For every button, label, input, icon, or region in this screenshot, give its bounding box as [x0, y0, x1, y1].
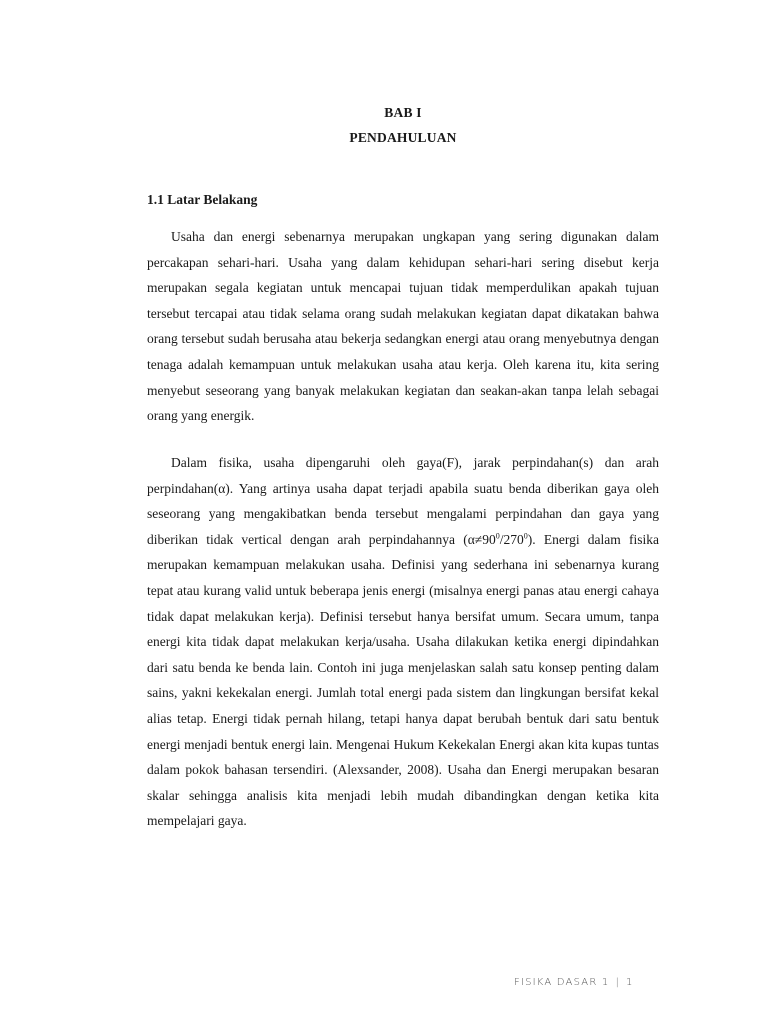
degree-superscript-2: 0: [523, 531, 528, 541]
chapter-number: BAB I: [384, 105, 422, 120]
page-footer: [514, 977, 634, 988]
footer-page-number: 1: [626, 977, 634, 988]
paragraph-2: [147, 450, 659, 834]
chapter-title: PENDAHULUAN: [349, 130, 457, 145]
section-heading: 1.1 Latar Belakang: [147, 192, 258, 207]
degree-superscript-1: 0: [495, 531, 500, 541]
paragraph-1: [147, 224, 659, 429]
paragraph-2-text-c: ). Energi dalam fisika merupakan kemampuan melakukan usaha. Definisi yang sederhana ini sebenarnya kurang tepat atau kurang valid untuk beberapa jenis energi (misalnya energi panas atau energi cahaya tidak dapat melakukan kerja). Definisi tersebut hanya bersifat umum. Secara umum, tanpa energi kita tidak dapat melakukan kerja/usaha. Usaha dilakukan ketika energi dipindahkan dari satu benda ke benda lain. Contoh ini juga menjelaskan salah satu konsep penting dalam sains, yakni kekekalan energi. Jumlah total energi pada sistem dan lingkungan bersifat kekal alias tetap. Energi tidak pernah hilang, tetapi hanya dapat berubah bentuk dari satu bentuk energi menjadi bentuk energi lain. Mengenai Hukum Kekekalan Energi akan kita kupas tuntas dalam pokok bahasan tersendiri. (Alexsander, 2008). Usaha dan Energi merupakan besaran skalar sehingga analisis kita menjadi lebih mudah dibandingkan dengan ketika kita mempelajari gaya.: [147, 531, 660, 829]
paragraph-2-text-a: Dalam fisika, usaha dipengaruhi oleh gaya(F), jarak perpindahan(s) dan arah perpindahan(α). Yang artinya usaha dapat terjadi apabila suatu benda diberikan gaya oleh seseorang yang mengakibatkan benda tersebut mengalami perpindahan dan gaya yang diberikan tidak vertical dengan arah perpindahannya (α≠90: [147, 455, 659, 547]
paragraph-1-text: Usaha dan energi sebenarnya merupakan ungkapan yang sering digunakan dalam percakapan sehari-hari. Usaha yang dalam kehidupan sehari-hari sering disebut kerja merupakan segala kegiatan untuk mencapai tujuan tidak memperdulikan apakah tujuan tersebut tercapai atau tidak selama orang sudah melakukan kegiatan dapat dikatakan bahwa orang tersebut sudah berusaha atau bekerja sedangkan energi atau orang menyebutnya dengan tenaga adalah kemampuan untuk melakukan usaha atau kerja. Oleh karena itu, kita sering menyebut seseorang yang banyak melakukan kegiatan dan seakan-akan tanpa lelah sebagai orang yang energik.: [147, 229, 659, 424]
footer-label: FISIKA DASAR 1: [514, 977, 610, 988]
footer-separator: |: [615, 977, 621, 988]
paragraph-2-text-b: /270: [499, 531, 524, 547]
